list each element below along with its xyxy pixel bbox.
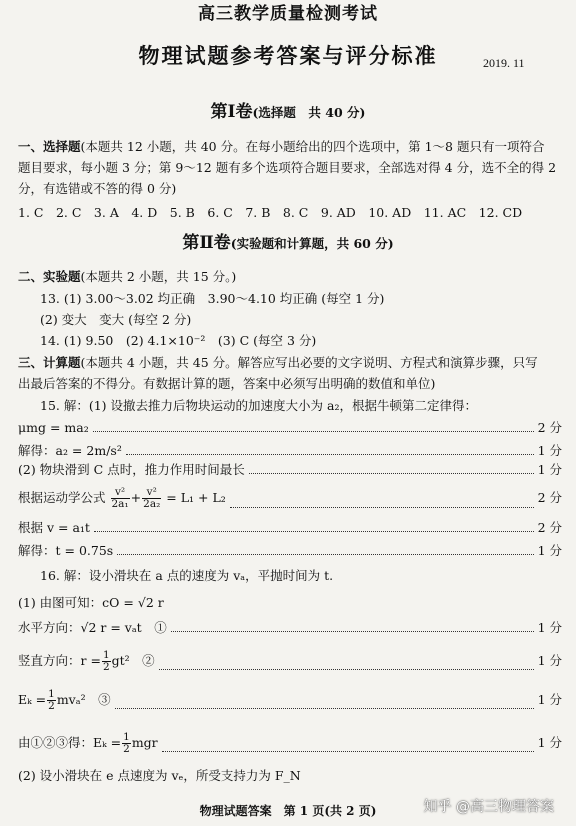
score: 2 分 [537, 520, 562, 535]
volume-1-title: 第Ⅰ卷 [210, 102, 253, 122]
score: 1 分 [537, 543, 562, 558]
fraction: $\frac{1}{2}$ [102, 649, 110, 673]
section-3-intro-line-1: 三、计算题(本题共 4 小题，共 45 分。解答应写出必要的文字说明、方程式和演算步骤，只写 [18, 355, 538, 370]
q15-step-5: 根据 v = a₁t 2 分 [18, 520, 562, 535]
score: 2 分 [537, 490, 562, 505]
fraction: $\frac{\text{v²}}{\text{2a₁}}$ [111, 486, 129, 510]
score: 2 分 [537, 420, 562, 435]
q16-step-2: 水平方向：√2 r = vₐt ① 1 分 [18, 620, 562, 635]
section-2-intro: 二、实验题(本题共 2 小题，共 15 分。) [18, 269, 237, 284]
section-2-heading: 二、实验题 [18, 269, 81, 284]
main-title: 物理试题参考答案与评分标准 [138, 43, 438, 68]
q16-step-3: 竖直方向：r = $\frac{1}{2}$ gt² ② 1 分 [18, 649, 562, 673]
page-footer: 物理试题答案 第 1 页(共 2 页) [199, 804, 377, 818]
volume-1-subtitle: (选择题 共 40 分) [252, 105, 366, 120]
score: 1 分 [537, 735, 562, 750]
score: 1 分 [537, 443, 562, 458]
volume-2-heading [0, 235, 576, 252]
q16-step-4: Eₖ = $\frac{1}{2}$ mvₐ² ③ 1 分 [18, 688, 562, 712]
fraction: $\frac{1}{2}$ [123, 731, 130, 755]
section-1-intro-line-1: 一、选择题(本题共 12 小题，共 40 分。在每小题给出的四个选项中，第 1～8 题只有一项符合 [18, 139, 545, 154]
exam-title: 高三教学质量检测考试 [198, 4, 378, 24]
watermark: 知乎 @高三物理答案 [423, 799, 554, 815]
fraction: $\frac{1}{2}$ [48, 688, 55, 712]
section-3-heading: 三、计算题 [18, 355, 81, 370]
q15-intro: 15. 解：(1) 设撤去推力后物块运动的加速度大小为 a₂，根据牛顿第二定律得： [40, 398, 477, 413]
section-1-heading: 一、选择题 [18, 139, 81, 154]
section-3-intro-line-2: 出最后答案的不得分。有数据计算的题，答案中必须写出明确的数值和单位) [18, 376, 436, 391]
q16-intro: 16. 解：设小滑块在 a 点的速度为 vₐ，平抛时间为 t. [40, 568, 334, 583]
q13-answer-b: (2) 变大 变大 (每空 2 分) [40, 312, 192, 327]
section-1-answers: 1. C 2. C 3. A 4. D 5. B 6. C 7. B 8. C 9. AD 10. AD 11. AC 12. CD [18, 205, 523, 220]
section-1-intro-line-2: 题目要求，每小题 3 分；第 9～12 题有多个选项符合题目要求，全部选对得 4 分，选不全的得 2 [18, 160, 557, 175]
volume-1-heading [0, 104, 576, 121]
q15-step-2: 解得：a₂ = 2m/s² 1 分 [18, 443, 562, 458]
score: 1 分 [537, 620, 562, 635]
q13-answer-a: 13. (1) 3.00～3.02 均正确 3.90～4.10 均正确 (每空 1 分) [40, 291, 385, 306]
q16-step-5: 由①②③得：Eₖ = $\frac{1}{2}$ mgr 1 分 [18, 731, 562, 755]
volume-2-subtitle: (实验题和计算题，共 60 分) [230, 236, 394, 251]
q15-step-3: (2) 物块滑到 C 点时，推力作用时间最长 1 分 [18, 462, 562, 477]
issue-date: 2019. 11 [483, 56, 525, 70]
q15-step-1: μmg = ma₂ 2 分 [18, 420, 562, 435]
score: 1 分 [537, 653, 562, 668]
score: 1 分 [537, 462, 562, 477]
score: 1 分 [537, 692, 562, 707]
q16-step-1: (1) 由图可知：cO = √2 r [18, 595, 164, 610]
fraction: $\frac{\text{v²}}{\text{2a₂}}$ [143, 486, 161, 510]
q15-step-6: 解得：t = 0.75s 1 分 [18, 543, 562, 558]
q15-step-4: 根据运动学公式 $\frac{\text{v²}}{\text{2a₁}}$ + $\frac{\text{v²}}{\text{2a₂}}$ = L₁ + L₂ 2 分 [18, 486, 562, 510]
q16-step-6: (2) 设小滑块在 e 点速度为 vₑ，所受支持力为 F_N [18, 768, 301, 783]
volume-2-title: 第Ⅱ卷 [182, 233, 231, 253]
q14-answer: 14. (1) 9.50 (2) 4.1×10⁻² (3) C (每空 3 分) [40, 333, 317, 348]
section-1-intro-line-3: 分，有选错或不答的得 0 分) [18, 181, 177, 196]
